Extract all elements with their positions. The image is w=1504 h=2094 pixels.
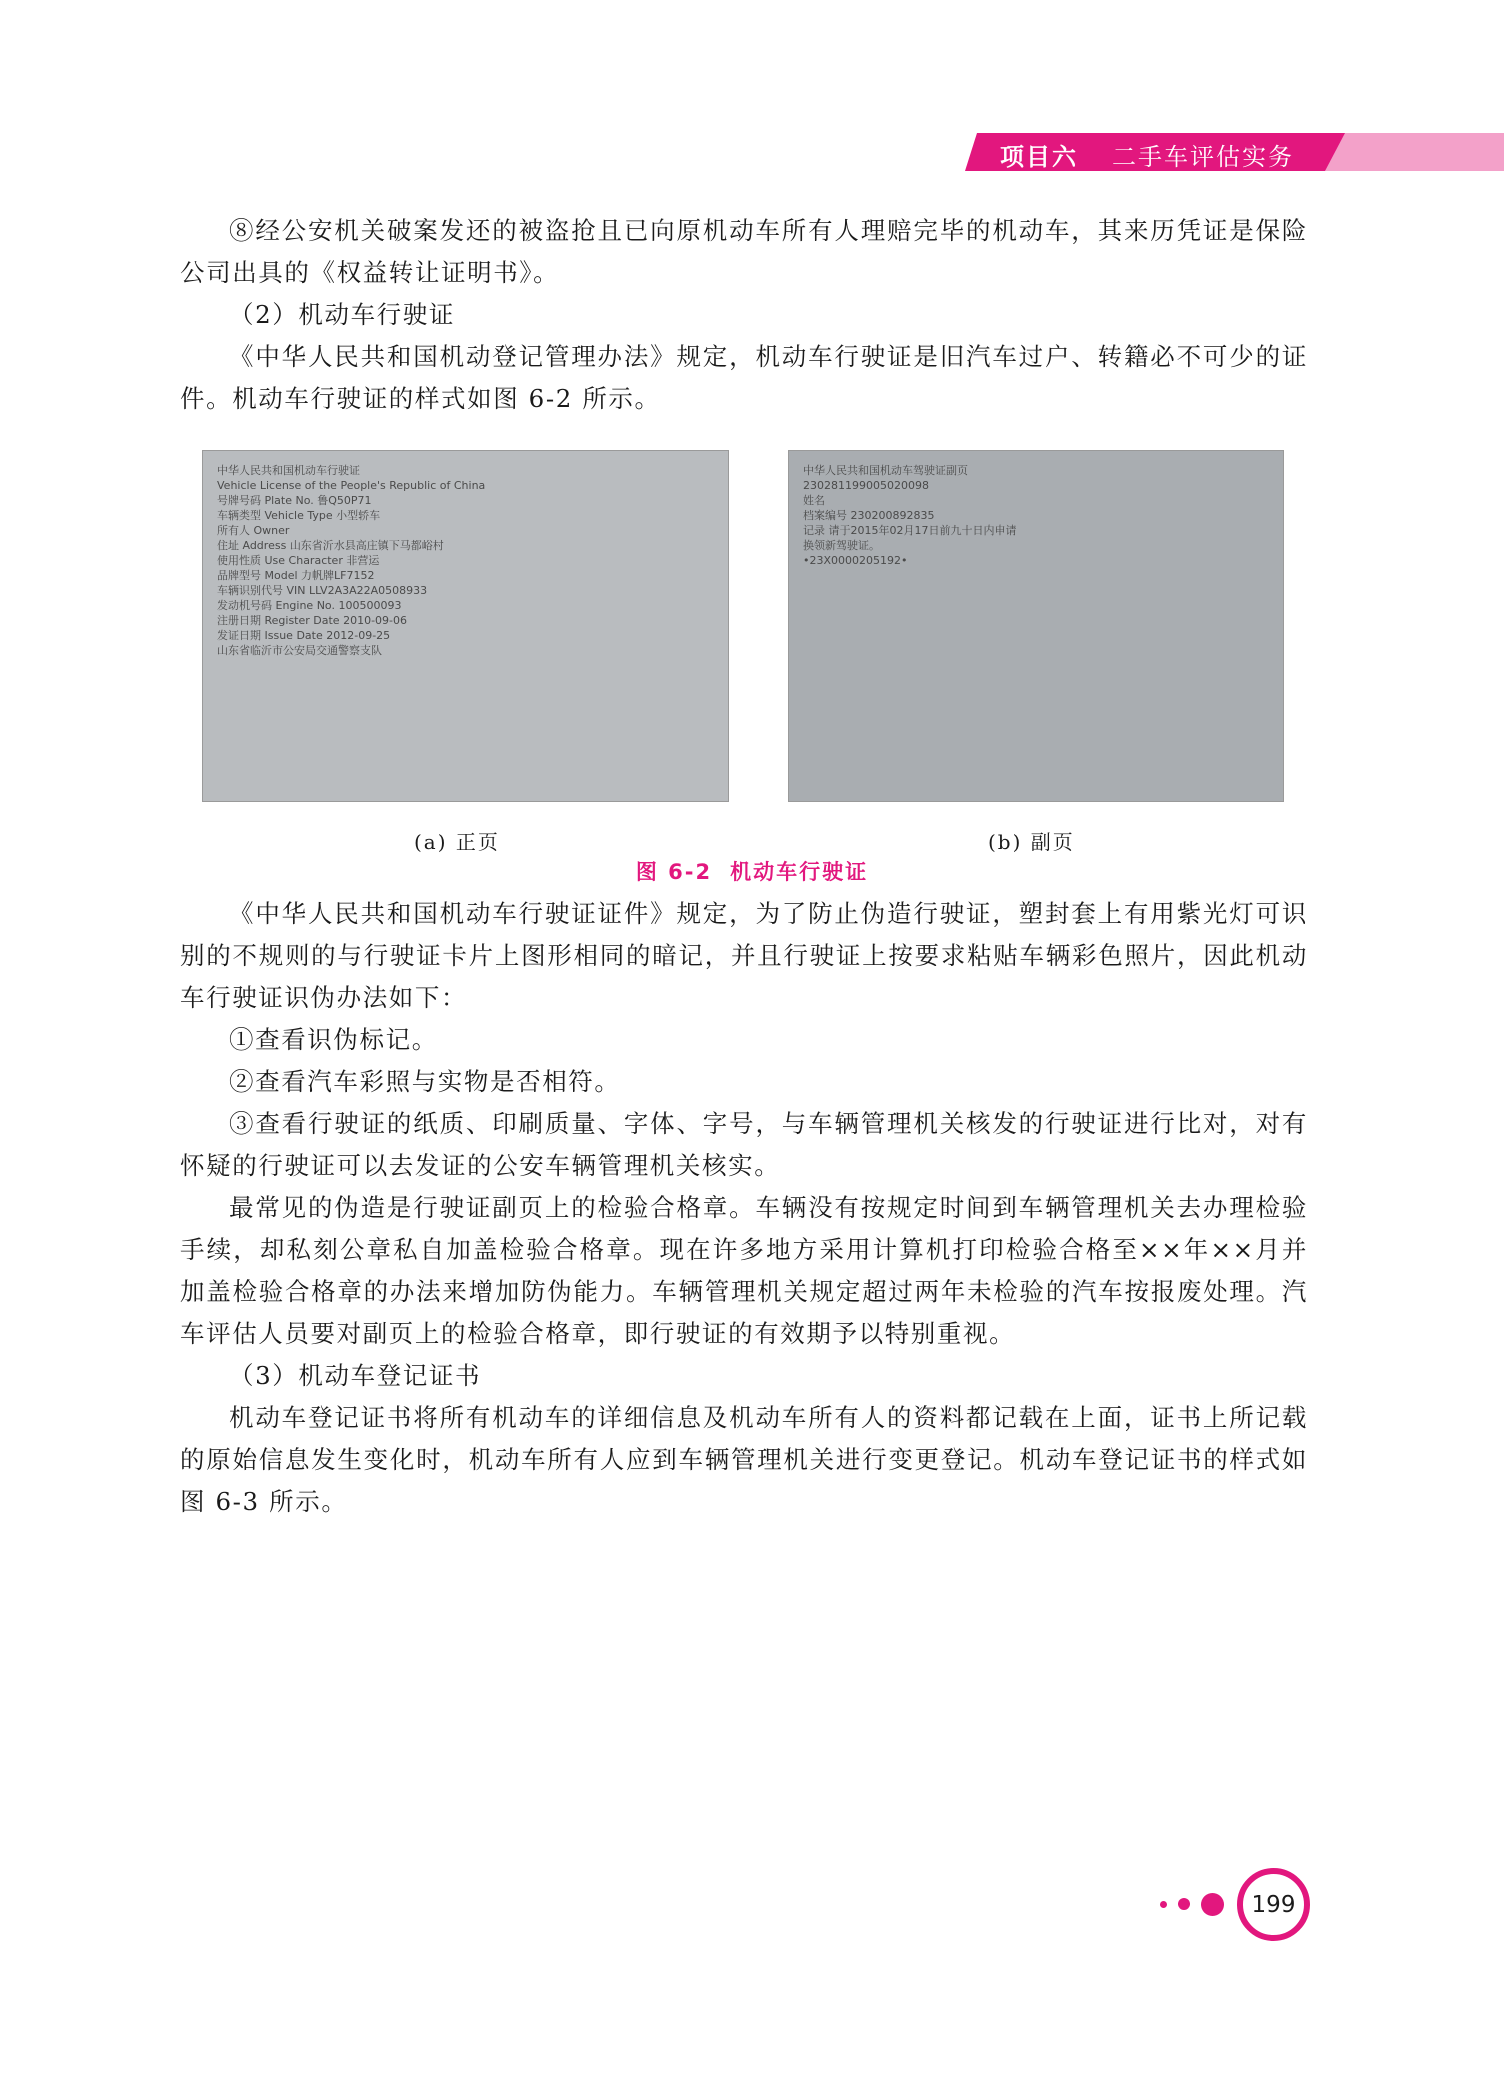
figure-caption	[0, 856, 1504, 886]
figure-6-2	[202, 450, 1284, 802]
front-card-text	[217, 463, 714, 658]
back-title: 中华人民共和国机动车驾驶证副页	[803, 464, 968, 477]
subcaption-front: (a) 正页	[414, 830, 500, 854]
license-front-photo	[202, 450, 729, 802]
back-record-line1: 请于2015年02月17日前九十日内申请	[828, 524, 1017, 537]
subcaption-back: (b) 副页	[988, 830, 1075, 854]
back-record-label: 记录	[803, 524, 825, 537]
engine-value: 100500093	[338, 599, 402, 612]
owner-label: 所有人 Owner	[217, 524, 290, 537]
subheading-driving-license: （2）机动车行驶证	[229, 300, 455, 329]
model-label: 品牌型号 Model	[217, 569, 298, 582]
issue-label: 发证日期 Issue Date	[217, 629, 323, 642]
model-value: 力帆牌LF7152	[301, 569, 375, 582]
plate-label: 号牌号码 Plate No.	[217, 494, 314, 507]
front-subtitle: Vehicle License of the People's Republic of China	[217, 479, 486, 492]
plate-value: 鲁Q50P71	[317, 494, 372, 507]
use-label: 使用性质 Use Character	[217, 554, 343, 567]
type-label: 车辆类型 Vehicle Type	[217, 509, 333, 522]
license-back-photo	[788, 450, 1284, 802]
page-number: 199	[1237, 1868, 1310, 1941]
chapter-header	[965, 133, 1504, 171]
back-barcode-text: •23X0000205192•	[803, 554, 908, 567]
paragraph-item-8: ⑧经公安机关破案发还的被盗抢且已向原机动车所有人理赔完毕的机动车，其来历凭证是保险公司出具的《权益转让证明书》。	[180, 216, 1308, 287]
back-record-line2: 换领新驾驶证。	[803, 539, 880, 552]
register-value: 2010-09-06	[343, 614, 408, 627]
front-title: 中华人民共和国机动车行驶证	[217, 464, 360, 477]
figure-title: 机动车行驶证	[730, 860, 869, 884]
mid-text-block	[180, 893, 1308, 1523]
back-file-value: 230200892835	[850, 509, 935, 522]
top-text-block	[180, 210, 1308, 420]
chapter-number: 项目六	[1000, 143, 1078, 171]
address-value: 山东省沂水县高庄镇下马都峪村	[289, 539, 444, 552]
paragraph-forgery: 最常见的伪造是行驶证副页上的检验合格章。车辆没有按规定时间到车辆管理机关去办理检验手续，却私刻公章私自加盖检验合格章。现在许多地方采用计算机打印检验合格至××年××月并加盖检验合格章的办法来增加防伪能力。车辆管理机关规定超过两年未检验的汽车按报废处理。汽车评估人员要对副页上的检验合格章，即行驶证的有效期予以特别重视。	[180, 1193, 1308, 1348]
paragraph-regulation: 《中华人民共和国机动车行驶证证件》规定，为了防止伪造行驶证，塑封套上有用紫光灯可识别的不规则的与行驶证卡片上图形相同的暗记，并且行驶证上按要求粘贴车辆彩色照片，因此机动车行驶证识伪办法如下：	[180, 899, 1308, 1012]
list-item-3: ③查看行驶证的纸质、印刷质量、字体、字号，与车辆管理机关核发的行驶证进行比对，对有怀疑的行驶证可以去发证的公安车辆管理机关核实。	[180, 1109, 1308, 1180]
seal-text: 山东省临沂市公安局交通警察支队	[217, 644, 382, 657]
figure-number: 图 6-2	[635, 860, 713, 884]
register-label: 注册日期 Register Date	[217, 614, 340, 627]
use-value: 非营运	[346, 554, 380, 567]
back-name-label: 姓名	[803, 494, 825, 507]
address-label: 住址 Address	[217, 539, 287, 552]
paragraph-registration: 机动车登记证书将所有机动车的详细信息及机动车所有人的资料都记载在上面，证书上所记载的原始信息发生变化时，机动车所有人应到车辆管理机关进行变更登记。机动车登记证书的样式如图 6-3 所示。	[180, 1403, 1308, 1516]
list-item-1: ①查看识伪标记。	[229, 1025, 438, 1054]
page-number-badge	[1160, 1868, 1320, 1948]
back-card-text	[803, 463, 1269, 568]
vin-value: LLV2A3A22A0508933	[309, 584, 428, 597]
vin-label: 车辆识别代号 VIN	[217, 584, 306, 597]
issue-value: 2012-09-25	[326, 629, 391, 642]
engine-label: 发动机号码 Engine No.	[217, 599, 335, 612]
paragraph-license-intro: 《中华人民共和国机动登记管理办法》规定，机动车行驶证是旧汽车过户、转籍必不可少的证件。机动车行驶证的样式如图 6-2 所示。	[180, 342, 1308, 413]
subheading-registration: （3）机动车登记证书	[229, 1361, 482, 1390]
chapter-name: 二手车评估实务	[1112, 143, 1294, 171]
dot-medium	[1178, 1898, 1190, 1910]
type-value: 小型轿车	[336, 509, 381, 522]
chapter-title	[1000, 137, 1294, 172]
list-item-2: ②查看汽车彩照与实物是否相符。	[229, 1067, 621, 1096]
dot-large	[1201, 1893, 1224, 1916]
back-id-number: 230281199005020098	[803, 479, 929, 492]
dot-small	[1160, 1901, 1167, 1908]
back-file-label: 档案编号	[803, 509, 847, 522]
